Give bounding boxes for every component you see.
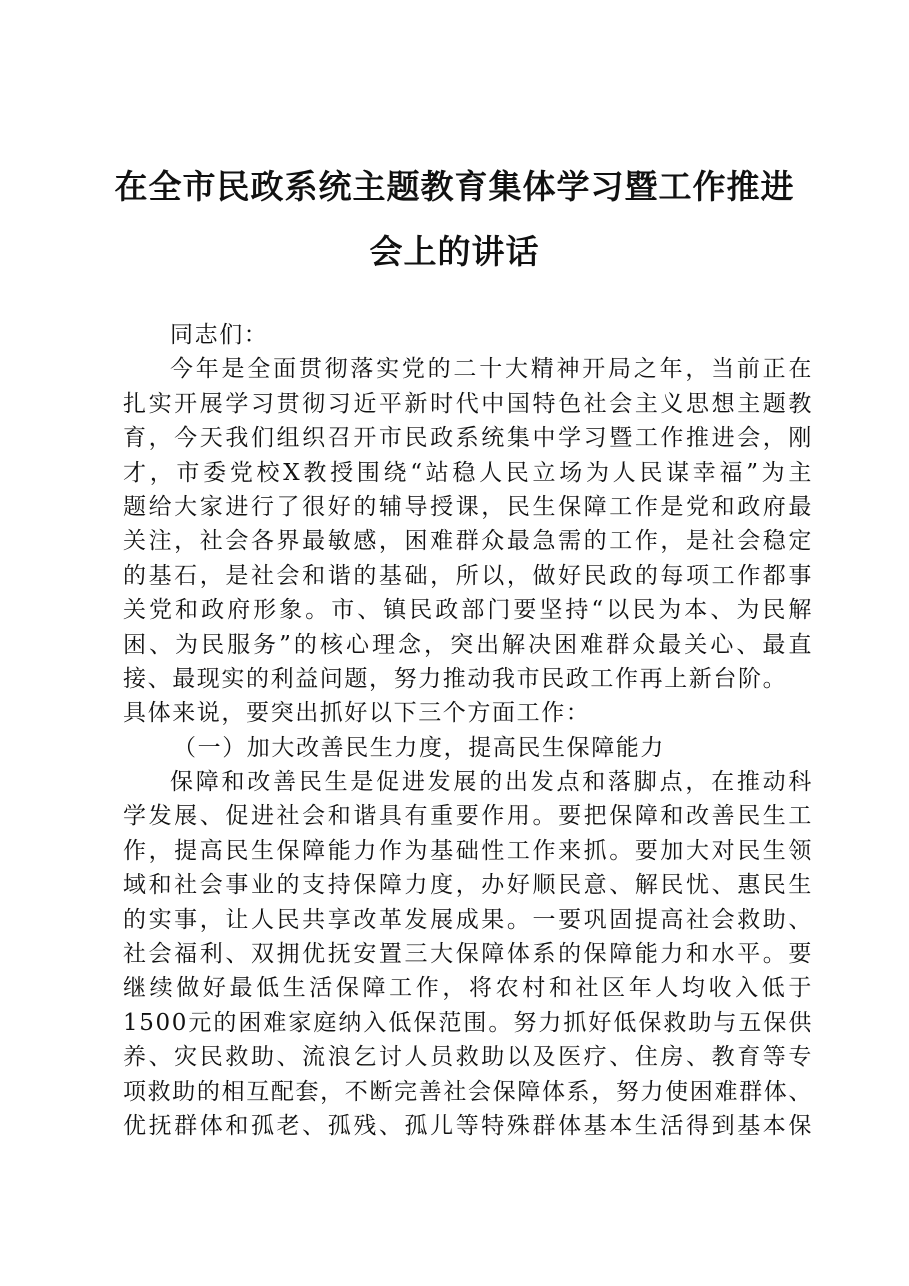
body-line: 域和社会事业的支持保障力度，办好顺民意、解民忧、惠民生: [123, 872, 813, 899]
body-line: 继续做好最低生活保障工作，将农村和社区年人均收入低于: [123, 975, 813, 1002]
body-line: 学发展、促进社会和谐具有重要作用。要把保障和改善民生工: [123, 803, 813, 830]
salutation: 同志们：: [170, 322, 269, 348]
body-line: 项救助的相互配套，不断完善社会保障体系，努力使困难群体、: [123, 1078, 813, 1105]
body-line: 作，提高民生保障能力作为基础性工作来抓。要加大对民生领: [123, 837, 813, 864]
body-line: 接、最现实的利益问题，努力推动我市民政工作再上新台阶。: [123, 665, 788, 692]
body-line: 保障和改善民生是促进发展的出发点和落脚点，在推动科: [170, 769, 813, 796]
body-line: 养、灾民救助、流浪乞讨人员救助以及医疗、住房、教育等专: [123, 1044, 813, 1071]
document-body: [123, 318, 813, 1143]
document-title-line-1: 在全市民政系统主题教育集体学习暨工作推进: [114, 167, 795, 206]
body-line: 1500元的困难家庭纳入低保范围。努力抓好低保救助与五保供: [123, 1009, 813, 1036]
body-line: 今年是全面贯彻落实党的二十大精神开局之年，当前正在: [170, 356, 813, 383]
body-line: 关注，社会各界最敏感，困难群众最急需的工作，是社会稳定: [123, 528, 813, 555]
body-line: 困、为民服务”的核心理念，突出解决困难群众最关心、最直: [123, 631, 813, 658]
body-line: 具体来说，要突出抓好以下三个方面工作：: [123, 700, 591, 727]
body-line: 关党和政府形象。市、镇民政部门要坚持“以民为本、为民解: [123, 597, 813, 624]
body-line: 社会福利、双拥优抚安置三大保障体系的保障能力和水平。要: [123, 941, 813, 968]
document-title-line-2: 会上的讲话: [369, 232, 540, 271]
body-line: 优抚群体和孤老、孤残、孤儿等特殊群体基本生活得到基本保: [123, 1112, 813, 1139]
body-line: 的实事，让人民共享改革发展成果。一要巩固提高社会救助、: [123, 906, 813, 933]
body-line: 的基石，是社会和谐的基础，所以，做好民政的每项工作都事: [123, 562, 813, 589]
body-line: 才，市委党校X教授围绕“站稳人民立场为人民谋幸福”为主: [123, 459, 813, 486]
body-line: 扎实开展学习贯彻习近平新时代中国特色社会主义思想主题教: [123, 390, 813, 417]
section-heading: （一）加大改善民生力度，提高民生保障能力: [173, 734, 665, 761]
body-line: 题给大家进行了很好的辅导授课，民生保障工作是党和政府最: [123, 493, 813, 520]
body-line: 育，今天我们组织召开市民政系统集中学习暨工作推进会，刚: [123, 425, 813, 452]
